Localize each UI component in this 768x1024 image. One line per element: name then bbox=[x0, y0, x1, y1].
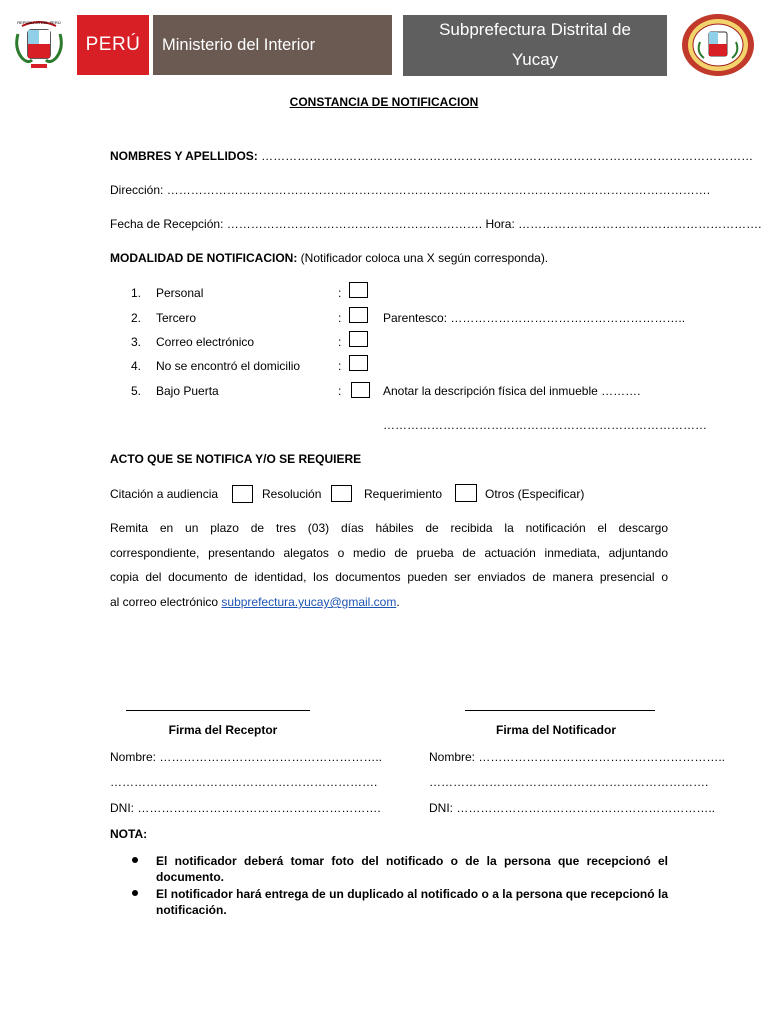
citacion-checkbox[interactable] bbox=[232, 485, 253, 503]
modalidad-item-colon: : bbox=[338, 311, 342, 325]
receptor-nombre-field[interactable]: Nombre: ……………………………………………….. bbox=[110, 750, 383, 764]
modalidad-heading bbox=[110, 251, 548, 265]
modalidad-item-number: 4. bbox=[131, 359, 142, 373]
modalidad-item-number: 5. bbox=[131, 384, 142, 398]
receptor-signature-title: Firma del Receptor bbox=[168, 723, 278, 737]
acto-option-citacion: Citación a audiencia bbox=[110, 487, 219, 501]
modalidad-item-bajo-puerta: Bajo Puerta bbox=[156, 384, 219, 398]
modalidad-item-number: 1. bbox=[131, 286, 142, 300]
modalidad-item-personal: Personal bbox=[156, 286, 204, 300]
subprefecture-title-line1: Subprefectura Distrital de bbox=[439, 20, 631, 39]
bullet-icon bbox=[132, 857, 138, 863]
modalidad-item-tercero: Tercero bbox=[156, 311, 197, 325]
nota-item-1: El notificador deberá tomar foto del notificado o de la persona que recepcionó el documento. bbox=[156, 854, 668, 884]
instruction-line-1: Remita en un plazo de tres (03) días hábiles de recibida la notificación el descargo bbox=[110, 521, 668, 535]
peru-coat-of-arms-logo bbox=[12, 16, 66, 72]
receptor-signature-line[interactable] bbox=[126, 710, 310, 711]
subprefecture-title-line2: Yucay bbox=[511, 50, 559, 69]
notificador-extra-line[interactable]: ……………………………………………………………. bbox=[429, 775, 709, 789]
descripcion-inmueble-line2[interactable]: ……………………………………………………………………… bbox=[383, 418, 707, 432]
hora-label: Hora: bbox=[485, 217, 515, 231]
modalidad-item-number: 2. bbox=[131, 311, 142, 325]
fecha-label: Fecha de Recepción: bbox=[110, 217, 224, 231]
notificador-dni-field[interactable]: DNI: ……………………………………………………….. bbox=[429, 801, 716, 815]
modalidad-item-colon: : bbox=[338, 286, 342, 300]
instruction-line-4-suffix: . bbox=[396, 595, 400, 609]
direccion-field bbox=[110, 183, 710, 197]
tercero-checkbox[interactable] bbox=[349, 307, 368, 323]
notificador-nombre-field[interactable]: Nombre: …………………………………………………….. bbox=[429, 750, 726, 764]
acto-heading: ACTO QUE SE NOTIFICA Y/O SE REQUIERE bbox=[110, 452, 362, 466]
resolucion-checkbox[interactable] bbox=[331, 485, 352, 502]
nota-item-2: El notificador hará entrega de un duplicado al notificado o a la persona que recepcionó la notificación. bbox=[156, 887, 668, 917]
receptor-dni-field[interactable]: DNI: ……………………………………………………. bbox=[110, 801, 381, 815]
instruction-line-2: correspondiente, presentando alegatos o medio de prueba de actuación inmediata, adjuntando bbox=[110, 546, 668, 560]
nombres-field bbox=[110, 149, 753, 163]
notificador-signature-title: Firma del Notificador bbox=[495, 723, 617, 737]
modalidad-item-colon: : bbox=[338, 335, 342, 349]
modalidad-instruction: (Notificador coloca una X según corresponda). bbox=[300, 251, 549, 265]
modalidad-item-correo: Correo electrónico bbox=[156, 335, 255, 349]
correo-checkbox[interactable] bbox=[349, 331, 368, 347]
modalidad-item-colon: : bbox=[338, 384, 342, 398]
nota-heading: NOTA: bbox=[110, 827, 148, 841]
email-link[interactable]: subprefectura.yucay@gmail.com bbox=[221, 595, 397, 609]
peru-label: PERÚ bbox=[85, 34, 141, 55]
no-domicilio-checkbox[interactable] bbox=[349, 355, 368, 371]
personal-checkbox[interactable] bbox=[349, 282, 368, 298]
notificador-signature-line[interactable] bbox=[465, 710, 655, 711]
ministry-label: Ministerio del Interior bbox=[162, 36, 316, 54]
direccion-blank[interactable]: ………………………………………………………………………………………………………………………. bbox=[166, 183, 711, 197]
direccion-label: Dirección: bbox=[110, 183, 164, 197]
modalidad-item-colon: : bbox=[338, 359, 342, 373]
document-title: CONSTANCIA DE NOTIFICACION bbox=[289, 95, 479, 109]
instruction-line-4-prefix: al correo electrónico bbox=[110, 595, 219, 609]
acto-option-resolucion: Resolución bbox=[262, 487, 322, 501]
fecha-blank[interactable]: ………………………………………………………. bbox=[226, 217, 483, 231]
subprefecture-seal-logo bbox=[680, 12, 756, 78]
modalidad-item-no-domicilio: No se encontró el domicilio bbox=[156, 359, 301, 373]
acto-option-otros: Otros (Especificar) bbox=[485, 487, 585, 501]
requerimiento-checkbox[interactable] bbox=[455, 484, 477, 502]
nombres-label: NOMBRES Y APELLIDOS: bbox=[110, 149, 258, 163]
logo-left-caption: REPÚBLICA DEL PERÚ bbox=[17, 20, 61, 25]
modalidad-item-number: 3. bbox=[131, 335, 142, 349]
modalidad-label: MODALIDAD DE NOTIFICACION: bbox=[110, 251, 298, 265]
acto-option-requerimiento: Requerimiento bbox=[364, 487, 443, 501]
instruction-line-4 bbox=[110, 595, 668, 609]
receptor-extra-line[interactable]: …………………………………………………………. bbox=[110, 775, 378, 789]
instruction-line-3: copia del documento de identidad, los documentos pueden ser enviados de manera presencial o bbox=[110, 570, 668, 584]
bajo-puerta-checkbox[interactable] bbox=[351, 382, 370, 398]
fecha-hora-field bbox=[110, 217, 761, 231]
hora-blank[interactable]: ……………………………………………………. bbox=[518, 217, 762, 231]
bullet-icon bbox=[132, 890, 138, 896]
nombres-blank[interactable]: …………………………………………………………………………………………………………… bbox=[261, 149, 754, 163]
parentesco-field[interactable]: Parentesco: ………………………………………………….. bbox=[383, 311, 686, 325]
descripcion-inmueble-field[interactable]: Anotar la descripción física del inmueble ………. bbox=[383, 384, 641, 398]
